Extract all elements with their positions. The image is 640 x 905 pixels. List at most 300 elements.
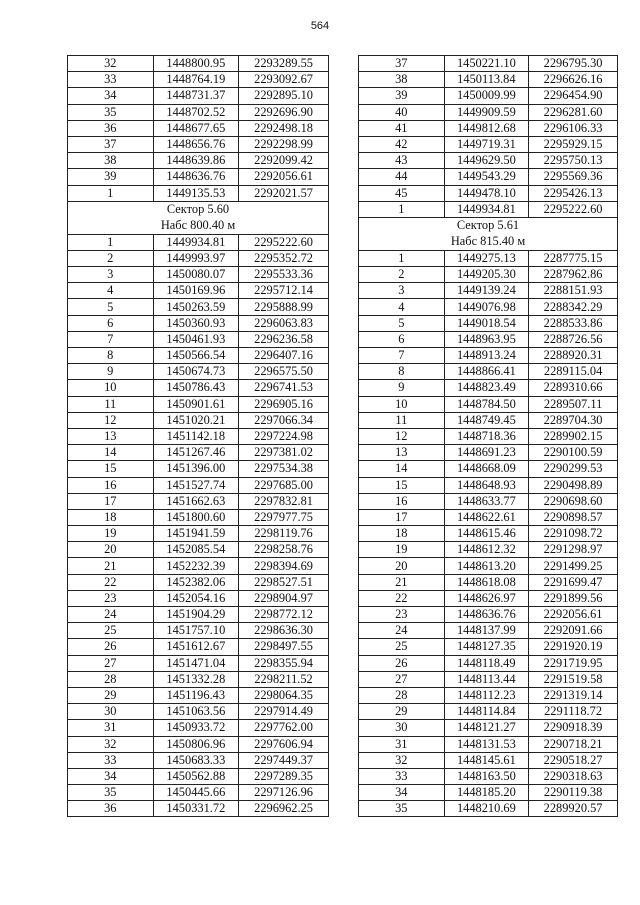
table-row	[68, 250, 329, 266]
point-number-cell: 27	[359, 671, 445, 687]
y-coordinate-cell: 2296281.60	[529, 104, 618, 120]
x-coordinate-cell: 1448913.24	[444, 348, 529, 364]
y-coordinate-cell: 2297977.75	[239, 509, 329, 525]
table-row	[68, 348, 329, 364]
y-coordinate-cell: 2290100.59	[529, 445, 618, 461]
x-coordinate-cell: 1449275.13	[444, 250, 529, 266]
x-coordinate-cell: 1451063.56	[153, 704, 239, 720]
point-number-cell: 17	[68, 493, 154, 509]
table-row	[359, 72, 618, 88]
coordinates-table-right-body	[359, 56, 618, 817]
point-number-cell: 5	[68, 299, 154, 315]
table-row	[359, 542, 618, 558]
table-row	[68, 461, 329, 477]
point-number-cell: 30	[359, 720, 445, 736]
table-row	[359, 250, 618, 266]
table-row	[68, 736, 329, 752]
point-number-cell: 9	[359, 380, 445, 396]
x-coordinate-cell: 1449139.24	[444, 283, 529, 299]
point-number-cell: 34	[359, 785, 445, 801]
x-coordinate-cell: 1449018.54	[444, 315, 529, 331]
point-number-cell: 15	[68, 461, 154, 477]
y-coordinate-cell: 2291899.56	[529, 590, 618, 606]
point-number-cell: 25	[359, 639, 445, 655]
point-number-cell: 22	[359, 590, 445, 606]
y-coordinate-cell: 2295929.15	[529, 136, 618, 152]
x-coordinate-cell: 1451196.43	[153, 687, 239, 703]
table-row	[68, 607, 329, 623]
coordinates-table-left-body	[68, 56, 329, 817]
table-row	[359, 120, 618, 136]
y-coordinate-cell: 2288533.86	[529, 315, 618, 331]
table-row	[359, 56, 618, 72]
point-number-cell: 17	[359, 509, 445, 525]
table-row	[359, 136, 618, 152]
y-coordinate-cell: 2293092.67	[239, 72, 329, 88]
point-number-cell: 2	[68, 250, 154, 266]
point-number-cell: 12	[68, 412, 154, 428]
point-number-cell: 3	[359, 283, 445, 299]
x-coordinate-cell: 1450360.93	[153, 315, 239, 331]
x-coordinate-cell: 1451396.00	[153, 461, 239, 477]
point-number-cell: 3	[68, 267, 154, 283]
x-coordinate-cell: 1448127.35	[444, 639, 529, 655]
point-number-cell: 28	[68, 671, 154, 687]
x-coordinate-cell: 1451471.04	[153, 655, 239, 671]
x-coordinate-cell: 1450901.61	[153, 396, 239, 412]
point-number-cell: 29	[68, 687, 154, 703]
point-number-cell: 32	[68, 56, 154, 72]
point-number-cell: 20	[68, 542, 154, 558]
table-row	[68, 445, 329, 461]
point-number-cell: 16	[68, 477, 154, 493]
table-row	[68, 542, 329, 558]
point-number-cell: 13	[68, 428, 154, 444]
point-number-cell: 35	[359, 801, 445, 817]
table-row	[359, 752, 618, 768]
point-number-cell: 1	[359, 201, 445, 217]
point-number-cell: 10	[359, 396, 445, 412]
table-row	[359, 493, 618, 509]
x-coordinate-cell: 1449812.68	[444, 120, 529, 136]
table-row	[359, 412, 618, 428]
point-number-cell: 37	[68, 136, 154, 152]
y-coordinate-cell: 2298636.30	[239, 623, 329, 639]
point-number-cell: 14	[359, 461, 445, 477]
table-row	[359, 671, 618, 687]
x-coordinate-cell: 1448963.95	[444, 331, 529, 347]
table-row	[68, 88, 329, 104]
y-coordinate-cell: 2289115.04	[529, 364, 618, 380]
y-coordinate-cell: 2298394.69	[239, 558, 329, 574]
y-coordinate-cell: 2297832.81	[239, 493, 329, 509]
table-row	[359, 153, 618, 169]
x-coordinate-cell: 1448185.20	[444, 785, 529, 801]
point-number-cell: 23	[359, 607, 445, 623]
table-row	[359, 801, 618, 817]
y-coordinate-cell: 2293289.55	[239, 56, 329, 72]
sector-header-row	[68, 201, 329, 234]
table-row	[68, 380, 329, 396]
table-row	[68, 283, 329, 299]
y-coordinate-cell: 2296962.25	[239, 801, 329, 817]
point-number-cell: 39	[68, 169, 154, 185]
x-coordinate-cell: 1448137.99	[444, 623, 529, 639]
x-coordinate-cell: 1448749.45	[444, 412, 529, 428]
x-coordinate-cell: 1451662.63	[153, 493, 239, 509]
x-coordinate-cell: 1450566.54	[153, 348, 239, 364]
x-coordinate-cell: 1448210.69	[444, 801, 529, 817]
x-coordinate-cell: 1451332.28	[153, 671, 239, 687]
table-row	[68, 477, 329, 493]
x-coordinate-cell: 1451612.67	[153, 639, 239, 655]
y-coordinate-cell: 2288151.93	[529, 283, 618, 299]
table-row	[68, 331, 329, 347]
x-coordinate-cell: 1449076.98	[444, 299, 529, 315]
x-coordinate-cell: 1448691.23	[444, 445, 529, 461]
y-coordinate-cell: 2298527.51	[239, 574, 329, 590]
x-coordinate-cell: 1451527.74	[153, 477, 239, 493]
x-coordinate-cell: 1451020.21	[153, 412, 239, 428]
x-coordinate-cell: 1452382.06	[153, 574, 239, 590]
y-coordinate-cell: 2295888.99	[239, 299, 329, 315]
y-coordinate-cell: 2296741.53	[239, 380, 329, 396]
point-number-cell: 15	[359, 477, 445, 493]
y-coordinate-cell: 2295426.13	[529, 185, 618, 201]
table-row	[359, 785, 618, 801]
x-coordinate-cell: 1451142.18	[153, 428, 239, 444]
point-number-cell: 24	[68, 607, 154, 623]
point-number-cell: 12	[359, 428, 445, 444]
x-coordinate-cell: 1449909.59	[444, 104, 529, 120]
point-number-cell: 33	[68, 752, 154, 768]
y-coordinate-cell: 2295712.14	[239, 283, 329, 299]
table-row	[359, 331, 618, 347]
y-coordinate-cell: 2297126.96	[239, 785, 329, 801]
x-coordinate-cell: 1448668.09	[444, 461, 529, 477]
y-coordinate-cell: 2298497.55	[239, 639, 329, 655]
point-number-cell: 7	[359, 348, 445, 364]
x-coordinate-cell: 1448764.19	[153, 72, 239, 88]
table-row	[68, 687, 329, 703]
y-coordinate-cell: 2295222.60	[529, 201, 618, 217]
table-row	[68, 590, 329, 606]
point-number-cell: 42	[359, 136, 445, 152]
point-number-cell: 9	[68, 364, 154, 380]
table-row	[68, 396, 329, 412]
point-number-cell: 20	[359, 558, 445, 574]
table-row	[359, 445, 618, 461]
x-coordinate-cell: 1448612.32	[444, 542, 529, 558]
table-row	[68, 509, 329, 525]
x-coordinate-cell: 1449629.50	[444, 153, 529, 169]
x-coordinate-cell: 1448163.50	[444, 768, 529, 784]
x-coordinate-cell: 1451267.46	[153, 445, 239, 461]
y-coordinate-cell: 2290718.21	[529, 736, 618, 752]
y-coordinate-cell: 2292099.42	[239, 153, 329, 169]
x-coordinate-cell: 1451757.10	[153, 623, 239, 639]
x-coordinate-cell: 1448656.76	[153, 136, 239, 152]
x-coordinate-cell: 1448613.20	[444, 558, 529, 574]
table-row	[68, 315, 329, 331]
y-coordinate-cell: 2296575.50	[239, 364, 329, 380]
y-coordinate-cell: 2287775.15	[529, 250, 618, 266]
x-coordinate-cell: 1449205.30	[444, 267, 529, 283]
x-coordinate-cell: 1448677.65	[153, 120, 239, 136]
table-row	[68, 412, 329, 428]
x-coordinate-cell: 1451800.60	[153, 509, 239, 525]
point-number-cell: 45	[359, 185, 445, 201]
table-row	[68, 639, 329, 655]
point-number-cell: 8	[68, 348, 154, 364]
table-row	[68, 574, 329, 590]
table-row	[359, 315, 618, 331]
y-coordinate-cell: 2288726.56	[529, 331, 618, 347]
y-coordinate-cell: 2296905.16	[239, 396, 329, 412]
y-coordinate-cell: 2292298.99	[239, 136, 329, 152]
y-coordinate-cell: 2296236.58	[239, 331, 329, 347]
table-row	[68, 299, 329, 315]
table-row	[359, 299, 618, 315]
table-row	[68, 120, 329, 136]
x-coordinate-cell: 1450674.73	[153, 364, 239, 380]
point-number-cell: 1	[68, 185, 154, 201]
table-row	[359, 201, 618, 217]
coordinates-table-right	[358, 55, 618, 817]
sector-height: Набс 815.40 м	[450, 233, 526, 248]
point-number-cell: 35	[68, 104, 154, 120]
x-coordinate-cell: 1451941.59	[153, 526, 239, 542]
x-coordinate-cell: 1450009.99	[444, 88, 529, 104]
x-coordinate-cell: 1448118.49	[444, 655, 529, 671]
point-number-cell: 27	[68, 655, 154, 671]
table-row	[359, 267, 618, 283]
table-row	[68, 493, 329, 509]
table-row	[359, 768, 618, 784]
table-row	[68, 768, 329, 784]
table-row	[68, 704, 329, 720]
point-number-cell: 30	[68, 704, 154, 720]
point-number-cell: 29	[359, 704, 445, 720]
table-row	[68, 558, 329, 574]
table-row	[68, 169, 329, 185]
point-number-cell: 7	[68, 331, 154, 347]
table-row	[68, 526, 329, 542]
point-number-cell: 41	[359, 120, 445, 136]
x-coordinate-cell: 1448114.84	[444, 704, 529, 720]
y-coordinate-cell: 2292091.66	[529, 623, 618, 639]
point-number-cell: 35	[68, 785, 154, 801]
table-row	[359, 558, 618, 574]
point-number-cell: 4	[68, 283, 154, 299]
y-coordinate-cell: 2298211.52	[239, 671, 329, 687]
table-row	[68, 671, 329, 687]
page-number: 564	[310, 20, 330, 32]
point-number-cell: 6	[68, 315, 154, 331]
x-coordinate-cell: 1448618.08	[444, 574, 529, 590]
x-coordinate-cell: 1450263.59	[153, 299, 239, 315]
point-number-cell: 26	[359, 655, 445, 671]
y-coordinate-cell: 2290498.89	[529, 477, 618, 493]
table-row	[68, 72, 329, 88]
y-coordinate-cell: 2295750.13	[529, 153, 618, 169]
table-row	[359, 477, 618, 493]
y-coordinate-cell: 2296063.83	[239, 315, 329, 331]
y-coordinate-cell: 2291920.19	[529, 639, 618, 655]
x-coordinate-cell: 1450461.93	[153, 331, 239, 347]
x-coordinate-cell: 1449543.29	[444, 169, 529, 185]
y-coordinate-cell: 2295533.36	[239, 267, 329, 283]
table-row	[359, 639, 618, 655]
table-row	[68, 185, 329, 201]
point-number-cell: 38	[68, 153, 154, 169]
table-row	[68, 623, 329, 639]
point-number-cell: 18	[68, 509, 154, 525]
y-coordinate-cell: 2297381.02	[239, 445, 329, 461]
table-row	[359, 720, 618, 736]
x-coordinate-cell: 1450080.07	[153, 267, 239, 283]
y-coordinate-cell: 2291699.47	[529, 574, 618, 590]
table-row	[359, 348, 618, 364]
x-coordinate-cell: 1449135.53	[153, 185, 239, 201]
x-coordinate-cell: 1448731.37	[153, 88, 239, 104]
sector-height: Набс 800.40 м	[160, 217, 236, 232]
point-number-cell: 22	[68, 574, 154, 590]
x-coordinate-cell: 1452232.39	[153, 558, 239, 574]
y-coordinate-cell: 2292056.61	[529, 607, 618, 623]
point-number-cell: 16	[359, 493, 445, 509]
x-coordinate-cell: 1448626.97	[444, 590, 529, 606]
y-coordinate-cell: 2291499.25	[529, 558, 618, 574]
x-coordinate-cell: 1448648.93	[444, 477, 529, 493]
y-coordinate-cell: 2295222.60	[239, 234, 329, 250]
y-coordinate-cell: 2298119.76	[239, 526, 329, 542]
point-number-cell: 1	[68, 234, 154, 250]
table-row	[68, 234, 329, 250]
y-coordinate-cell: 2289902.15	[529, 428, 618, 444]
x-coordinate-cell: 1448718.36	[444, 428, 529, 444]
y-coordinate-cell: 2298772.12	[239, 607, 329, 623]
point-number-cell: 18	[359, 526, 445, 542]
y-coordinate-cell: 2290119.38	[529, 785, 618, 801]
y-coordinate-cell: 2292895.10	[239, 88, 329, 104]
table-row	[359, 461, 618, 477]
x-coordinate-cell: 1449934.81	[444, 201, 529, 217]
point-number-cell: 21	[68, 558, 154, 574]
y-coordinate-cell: 2298258.76	[239, 542, 329, 558]
y-coordinate-cell: 2296795.30	[529, 56, 618, 72]
x-coordinate-cell: 1448639.86	[153, 153, 239, 169]
y-coordinate-cell: 2297066.34	[239, 412, 329, 428]
point-number-cell: 40	[359, 104, 445, 120]
y-coordinate-cell: 2295569.36	[529, 169, 618, 185]
point-number-cell: 11	[68, 396, 154, 412]
y-coordinate-cell: 2297606.94	[239, 736, 329, 752]
point-number-cell: 10	[68, 380, 154, 396]
y-coordinate-cell: 2289704.30	[529, 412, 618, 428]
x-coordinate-cell: 1452054.16	[153, 590, 239, 606]
y-coordinate-cell: 2297762.00	[239, 720, 329, 736]
table-row	[68, 104, 329, 120]
table-row	[359, 428, 618, 444]
table-row	[68, 655, 329, 671]
point-number-cell: 14	[68, 445, 154, 461]
y-coordinate-cell: 2289507.11	[529, 396, 618, 412]
x-coordinate-cell: 1450933.72	[153, 720, 239, 736]
y-coordinate-cell: 2290698.60	[529, 493, 618, 509]
x-coordinate-cell: 1448121.27	[444, 720, 529, 736]
table-row	[68, 720, 329, 736]
x-coordinate-cell: 1449719.31	[444, 136, 529, 152]
x-coordinate-cell: 1448633.77	[444, 493, 529, 509]
y-coordinate-cell: 2297534.38	[239, 461, 329, 477]
sector-title: Сектор 5.60	[166, 202, 230, 217]
y-coordinate-cell: 2288920.31	[529, 348, 618, 364]
point-number-cell: 36	[68, 120, 154, 136]
x-coordinate-cell: 1448800.95	[153, 56, 239, 72]
y-coordinate-cell: 2290898.57	[529, 509, 618, 525]
point-number-cell: 8	[359, 364, 445, 380]
y-coordinate-cell: 2296407.16	[239, 348, 329, 364]
y-coordinate-cell: 2291519.58	[529, 671, 618, 687]
y-coordinate-cell: 2289310.66	[529, 380, 618, 396]
point-number-cell: 32	[359, 752, 445, 768]
x-coordinate-cell: 1448702.52	[153, 104, 239, 120]
x-coordinate-cell: 1449934.81	[153, 234, 239, 250]
point-number-cell: 13	[359, 445, 445, 461]
table-row	[68, 785, 329, 801]
table-row	[359, 185, 618, 201]
point-number-cell: 1	[359, 250, 445, 266]
y-coordinate-cell: 2287962.86	[529, 267, 618, 283]
y-coordinate-cell: 2296626.16	[529, 72, 618, 88]
table-row	[359, 607, 618, 623]
point-number-cell: 5	[359, 315, 445, 331]
x-coordinate-cell: 1448615.46	[444, 526, 529, 542]
x-coordinate-cell: 1450786.43	[153, 380, 239, 396]
table-row	[68, 364, 329, 380]
x-coordinate-cell: 1448636.76	[444, 607, 529, 623]
x-coordinate-cell: 1448823.49	[444, 380, 529, 396]
point-number-cell: 32	[68, 736, 154, 752]
y-coordinate-cell: 2292021.57	[239, 185, 329, 201]
y-coordinate-cell: 2297685.00	[239, 477, 329, 493]
point-number-cell: 38	[359, 72, 445, 88]
table-row	[359, 88, 618, 104]
table-row	[68, 56, 329, 72]
sector-title: Сектор 5.61	[456, 218, 520, 233]
y-coordinate-cell: 2291098.72	[529, 526, 618, 542]
point-number-cell: 19	[68, 526, 154, 542]
table-row	[68, 267, 329, 283]
point-number-cell: 19	[359, 542, 445, 558]
table-row	[359, 623, 618, 639]
y-coordinate-cell: 2291719.95	[529, 655, 618, 671]
x-coordinate-cell: 1450169.96	[153, 283, 239, 299]
table-row	[359, 590, 618, 606]
x-coordinate-cell: 1451904.29	[153, 607, 239, 623]
y-coordinate-cell: 2290518.27	[529, 752, 618, 768]
x-coordinate-cell: 1450445.66	[153, 785, 239, 801]
x-coordinate-cell: 1450331.72	[153, 801, 239, 817]
point-number-cell: 44	[359, 169, 445, 185]
table-row	[359, 526, 618, 542]
table-row	[359, 687, 618, 703]
y-coordinate-cell: 2297914.49	[239, 704, 329, 720]
point-number-cell: 36	[68, 801, 154, 817]
point-number-cell: 43	[359, 153, 445, 169]
table-row	[359, 283, 618, 299]
